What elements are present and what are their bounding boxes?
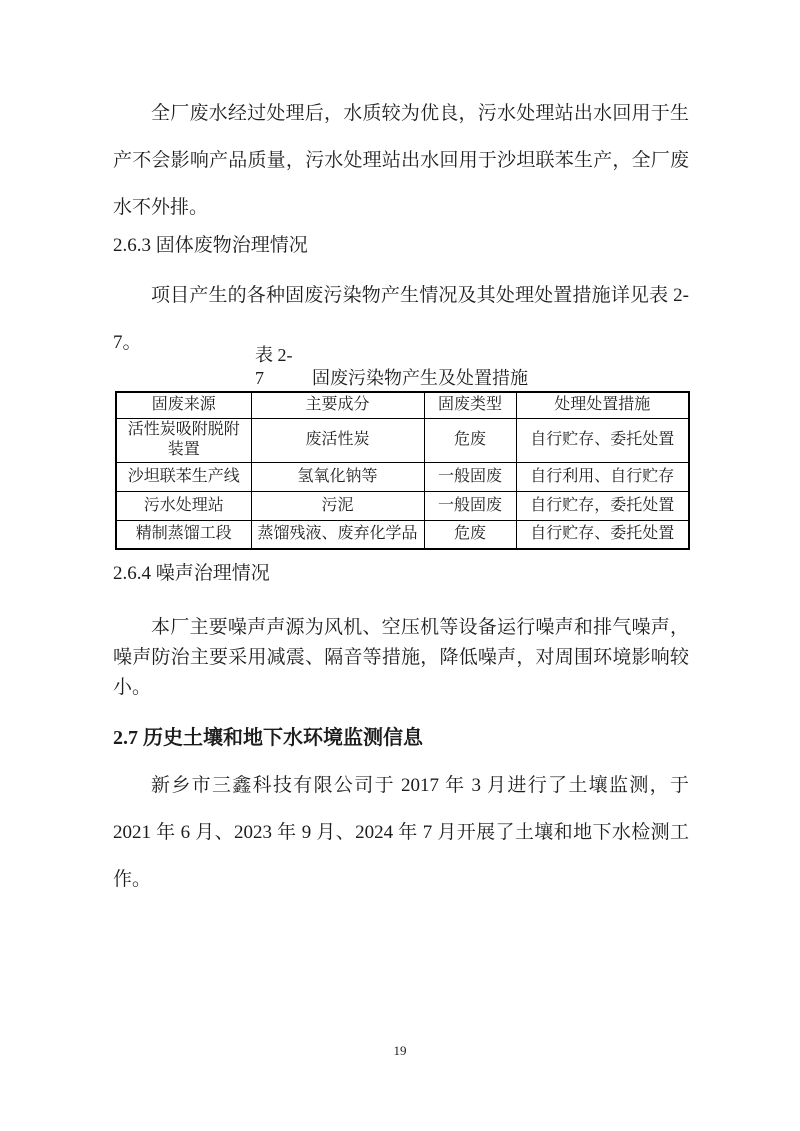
table-cell: 自行贮存、委托处置 [516, 418, 689, 462]
table-header-cell: 处理处置措施 [516, 392, 689, 418]
table-row [116, 491, 689, 520]
table-cell: 活性炭吸附脱附装置 [116, 418, 251, 462]
table-header-cell: 固废类型 [424, 392, 516, 418]
page-number: 19 [393, 1043, 407, 1058]
table-cell: 废活性炭 [251, 418, 424, 462]
table-cell: 沙坦联苯生产线 [116, 462, 251, 491]
heading-section-2-7: 2.7 历史土壤和地下水环境监测信息 [113, 727, 423, 749]
paragraph-solid-waste-intro: 项目产生的各种固废污染物产生情况及其处理处置措施详见表 2-7。 [113, 285, 689, 353]
paragraph-noise: 本厂主要噪声声源为风机、空压机等设备运行噪声和排气噪声，噪声防治主要采用减震、隔音等措施，降低噪声，对周围环境影响较小。 [113, 617, 689, 698]
table-cell: 氢氧化钠等 [251, 462, 424, 491]
table-row [116, 462, 689, 491]
solid-waste-table [115, 391, 690, 550]
table-caption-number: 7 [255, 368, 264, 388]
table-cell: 自行贮存、委托处置 [516, 520, 689, 549]
table-caption-title: 固废污染物产生及处置措施 [312, 368, 528, 388]
table-header-cell: 固废来源 [116, 392, 251, 418]
table-cell: 危废 [424, 520, 516, 549]
table-cell: 蒸馏残液、废弃化学品 [251, 520, 424, 549]
table-row [116, 520, 689, 549]
table-caption-line2 [255, 367, 528, 390]
table-body [116, 418, 689, 549]
table-cell: 污水处理站 [116, 491, 251, 520]
paragraph-monitoring: 新乡市三鑫科技有限公司于 2017 年 3 月进行了土壤监测，于 2021 年 6 月、2023 年 9 月、2024 年 7 月开展了土壤和地下水检测工作。 [113, 775, 689, 890]
table-caption [255, 344, 528, 390]
table-header-cell: 主要成分 [251, 392, 424, 418]
heading-section-2-6-3: 2.6.3 固体废物治理情况 [113, 235, 308, 256]
table-cell: 污泥 [251, 491, 424, 520]
table-cell: 危废 [424, 418, 516, 462]
table-row [116, 418, 689, 462]
heading-section-2-6-4: 2.6.4 噪声治理情况 [113, 563, 270, 584]
paragraph-wastewater: 全厂废水经过处理后，水质较为优良，污水处理站出水回用于生产不会影响产品质量，污水处理站出水回用于沙坦联苯生产，全厂废水不外排。 [113, 103, 689, 218]
table-caption-label: 表 2- [255, 345, 293, 365]
table-cell: 自行贮存，委托处置 [516, 491, 689, 520]
table-cell: 一般固废 [424, 462, 516, 491]
table-head [116, 392, 689, 418]
table-caption-line1 [255, 344, 528, 367]
table-cell: 自行利用、自行贮存 [516, 462, 689, 491]
table-cell: 精制蒸馏工段 [116, 520, 251, 549]
table-cell: 一般固废 [424, 491, 516, 520]
table-header-row [116, 392, 689, 418]
